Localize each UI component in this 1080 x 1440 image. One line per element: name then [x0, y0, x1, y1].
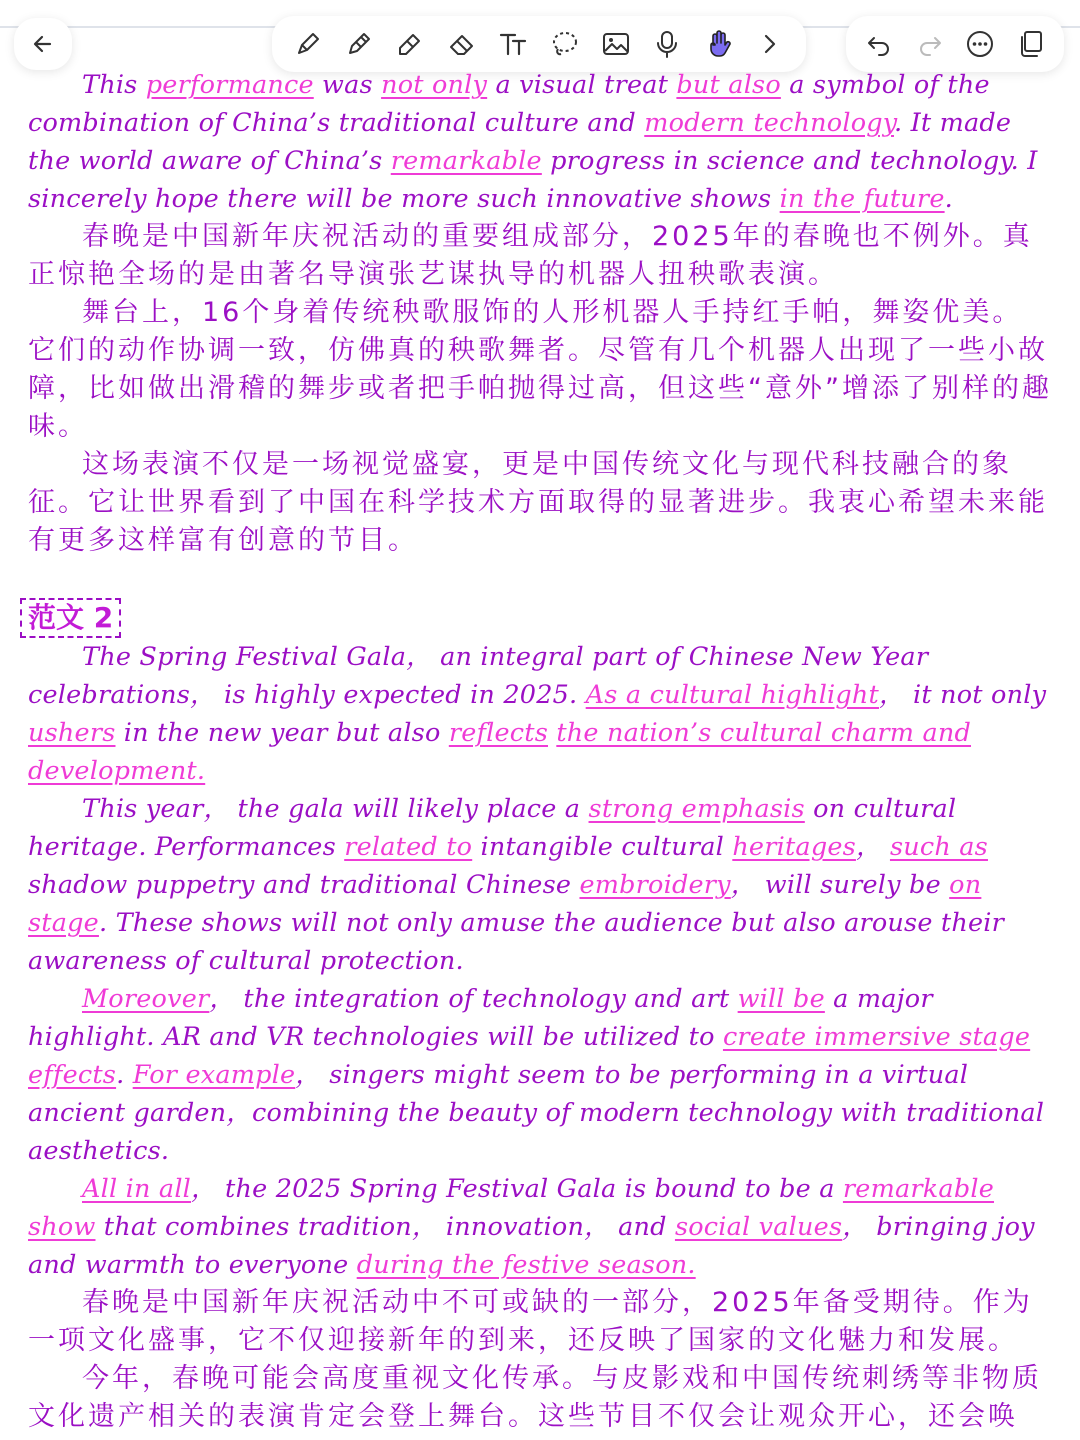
pages-icon[interactable] [1015, 28, 1047, 60]
arrow-left-icon [27, 28, 59, 60]
sample-essay-2-tag: 范文 2 [20, 598, 121, 638]
pen-icon[interactable] [292, 28, 324, 60]
undo-icon[interactable] [863, 28, 895, 60]
lasso-icon[interactable] [549, 28, 581, 60]
more-icon[interactable] [964, 28, 996, 60]
hand-icon[interactable] [703, 28, 735, 60]
essay2-paragraph-1: The Spring Festival Gala， an integral part of Chinese New Year celebrations， is highly expected in 2025. As a cultural highlight， it not only ushers in the new year but also reflects the nation’s cultural charm and development. [28, 642, 1047, 786]
redo-icon[interactable] [914, 28, 946, 60]
essay2-paragraph-2: This year， the gala will likely place a strong emphasis on cultural heritage. Performances related to intangible cultural heritages， such as shadow puppetry and traditional Chinese embroidery， will surely be on stage. These shows will not only amuse the audience but also arouse their awareness of cultural protection. [28, 794, 1005, 976]
essay1-chinese-paragraph-2: 舞台上，16个身着传统秧歌服饰的人形机器人手持红手帕，舞姿优美。它们的动作协调一致，仿佛真的秧歌舞者。尽管有几个机器人出现了一些小故障，比如做出滑稽的舞步或者把手帕抛得过高，但这些“意外”增添了别样的趣味。 [28, 297, 1052, 442]
essay1-chinese-paragraph-3: 这场表演不仅是一场视觉盛宴，更是中国传统文化与现代科技融合的象征。它让世界看到了中国在科学技术方面取得的显著进步。我衷心希望未来能有更多这样富有创意的节目。 [28, 449, 1048, 556]
essay2-paragraph-3: Moreover， the integration of technology and art will be a major highlight. AR and VR technologies will be utilized to create immersive stage effects. For example， singers might seem to be performing in a virtual ancient garden，combining the beauty of modern technology with traditional aesthetics. [28, 984, 1045, 1166]
note-canvas [0, 66, 1080, 1436]
microphone-icon[interactable] [651, 28, 683, 60]
essay2-chinese-paragraph-2: 今年，春晚可能会高度重视文化传承。与皮影戏和中国传统刺绣等非物质文化遗产相关的表演肯定会登上舞台。这些节目不仅会让观众开心，还会唤 [28, 1363, 1042, 1432]
action-bar [846, 16, 1064, 72]
essay1-chinese-paragraph-1: 春晚是中国新年庆祝活动的重要组成部分，2025年的春晚也不例外。真正惊艳全场的是由著名导演张艺谋执导的机器人扭秧歌表演。 [28, 221, 1033, 290]
text-icon[interactable] [497, 28, 529, 60]
essay2-paragraph-4: All in all， the 2025 Spring Festival Gala is bound to be a remarkable show that combines tradition， innovation， and social values， bringing joy and warmth to everyone during the festive season. [28, 1174, 1035, 1280]
image-icon[interactable] [600, 28, 632, 60]
essay1-english-paragraph: This performance was not only a visual treat but also a symbol of the combination of China’s traditional culture and modern technology. It made the world aware of China’s remarkable progress in science and technology. I sincerely hope there will be more such innovative shows in the future. [28, 70, 1038, 214]
tool-palette [272, 16, 806, 72]
pencil-icon[interactable] [343, 28, 375, 60]
eraser-icon[interactable] [446, 28, 478, 60]
back-button[interactable] [14, 18, 72, 70]
highlighter-icon[interactable] [394, 28, 426, 60]
essay2-chinese-paragraph-1: 春晚是中国新年庆祝活动中不可或缺的一部分，2025年备受期待。作为一项文化盛事，它不仅迎接新年的到来，还反映了国家的文化魅力和发展。 [28, 1287, 1033, 1356]
chevron-right-icon[interactable] [754, 28, 786, 60]
